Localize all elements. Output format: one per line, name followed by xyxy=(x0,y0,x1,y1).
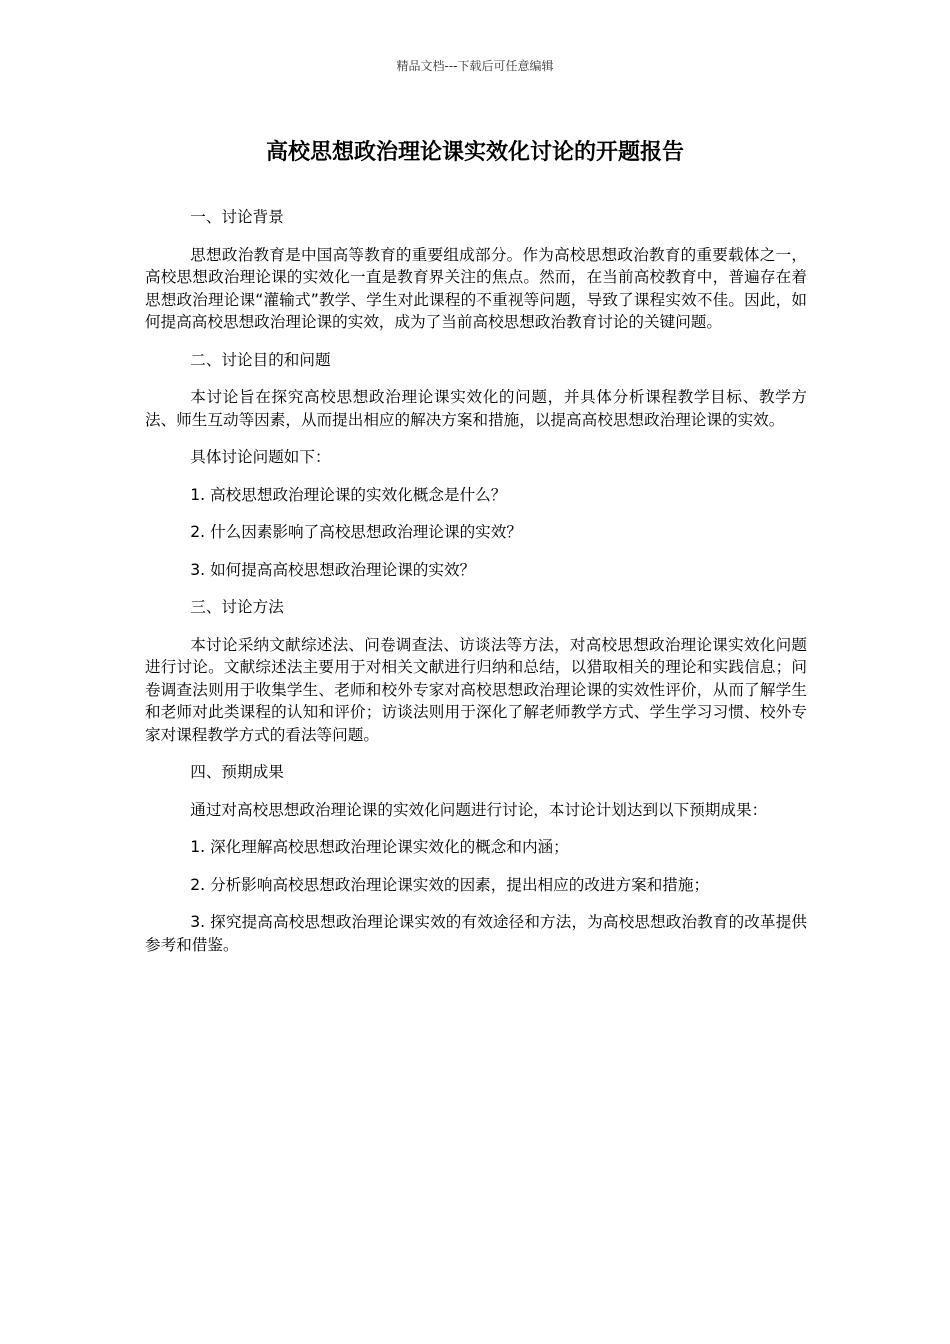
section-heading-background: 一、讨论背景 xyxy=(190,208,284,226)
document-body xyxy=(145,206,807,971)
page-header: 精品文档---下载后可任意编辑 xyxy=(396,59,554,73)
section-heading-methods: 三、讨论方法 xyxy=(190,598,284,616)
paragraph-background: 思想政治教育是中国高等教育的重要组成部分。作为高校思想政治教育的重要载体之一，高校思想政治理论课的实效化一直是教育界关注的焦点。然而，在当前高校教育中，普遍存在着思想政治理论课“灌输式”教学、学生对此课程的不重视等问题，导致了课程实效不佳。因此，如何提高高校思想政治理论课的实效，成为了当前高校思想政治教育讨论的关键问题。 xyxy=(145,245,807,331)
outcome-item: 2. 分析影响高校思想政治理论课实效的因素，提出相应的改进方案和措施； xyxy=(190,875,710,894)
question-item: 3. 如何提高高校思想政治理论课的实效？ xyxy=(190,560,476,579)
document-title: 高校思想政治理论课实效化讨论的开题报告 xyxy=(265,140,684,165)
section-heading-purpose: 二、讨论目的和问题 xyxy=(190,350,331,369)
paragraph-outcomes-intro: 通过对高校思想政治理论课的实效化问题进行讨论，本讨论计划达到以下预期成果： xyxy=(190,800,768,819)
question-item: 2. 什么因素影响了高校思想政治理论课的实效？ xyxy=(190,523,522,541)
section-heading-outcomes: 四、预期成果 xyxy=(190,763,284,781)
paragraph-purpose: 本讨论旨在探究高校思想政治理论课实效化的问题，并具体分析课程教学目标、教学方法、师生互动等因素，从而提出相应的解决方案和措施，以提高高校思想政治理论课的实效。 xyxy=(145,388,807,429)
paragraph-questions-intro: 具体讨论问题如下： xyxy=(190,448,331,466)
outcome-item: 3. 探究提高高校思想政治理论课实效的有效途径和方法，为高校思想政治教育的改革提供参考和借鉴。 xyxy=(145,913,807,954)
outcome-item: 1. 深化理解高校思想政治理论课实效化的概念和内涵； xyxy=(190,838,569,856)
question-item: 1. 高校思想政治理论课的实效化概念是什么？ xyxy=(190,485,507,504)
paragraph-methods: 本讨论采纳文献综述法、问卷调查法、访谈法等方法，对高校思想政治理论课实效化问题进行讨论。文献综述法主要用于对相关文献进行归纳和总结，以猎取相关的理论和实践信息；问卷调查法则用于收集学生、老师和校外专家对高校思想政治理论课的实效性评价，从而了解学生和老师对此类课程的认知和评价；访谈法则用于深化了解老师教学方式、学生学习习惯、校外专家对课程教学方式的看法等问题。 xyxy=(145,635,807,744)
